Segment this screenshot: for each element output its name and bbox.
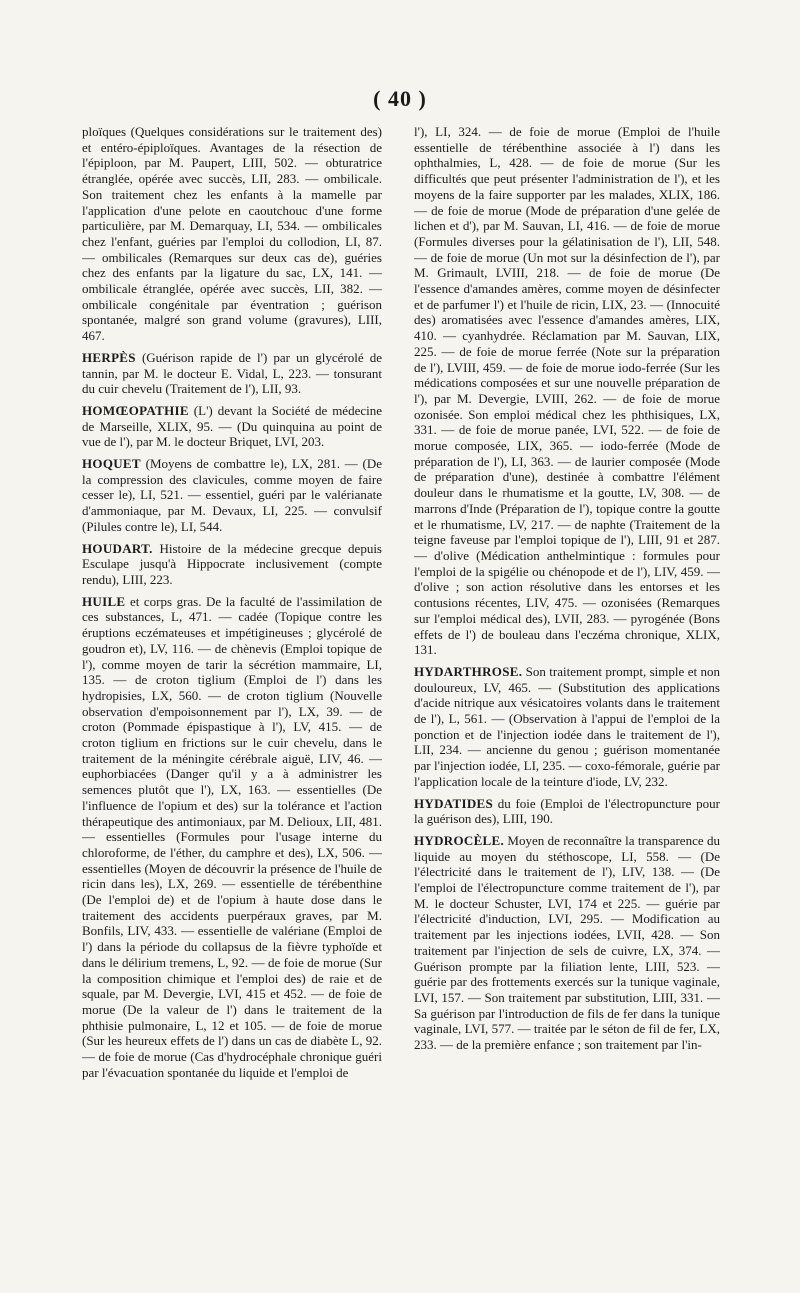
entry-headword: HYDATIDES bbox=[414, 795, 494, 811]
entry-text: Histoire de la médecine grecque depuis Esculape jusqu'à Hippocrate inclusivement (compte rendu), LIII, 223. bbox=[82, 540, 382, 587]
entry-text: du foie (Emploi de l'électropuncture pour la guérison des), LIII, 190. bbox=[414, 795, 720, 827]
index-entry bbox=[414, 833, 720, 1053]
index-entry bbox=[82, 456, 382, 535]
entry-text: Son traitement prompt, simple et non douloureux, LV, 465. — (Substitution des applications d'acide nitrique aux vésicatoires volants dans le traitement de l'), L, 561. — (Observation à l'appui de l'emploi de la ponction et de l'injection iodée dans le traitement de l'), LII, 234. — ancienne du genou ; guérison momentanée par l'injection iodée, LI, 235. — coxo-fémorale, guérie par l'application locale de la teinture d'iode, LV, 232. bbox=[414, 663, 720, 789]
entry-text: l'), LI, 324. — de foie de morue (Emploi de l'huile essentielle de térébenthine associée à l') dans les ophthalmies, L, 428. — de foie de morue (Sur les difficultés que peut présenter l'administration de l'), et les moyens de la faire supporter par les malades, XLIX, 186. — de foie de morue (Mode de préparation d'une gelée de lichen et d'), par M. Sauvan, LI, 416. — de foie de morue (Formules diverses pour la gélatinisation de l'), LII, 548. — de foie de morue (Un mot sur la désinfection de l'), par M. Grimault, LVIII, 218. — de foie de morue (De l'essence d'amandes amères, comme moyen de désinfecter et de parfumer l') et l'huile de ricin, LIX, 23. — (Innocuité des) aromatisées avec l'essence d'amandes amères, LIX, 410. — cyanhydrée. Réclamation par M. Sauvan, LIX, 225. — de foie de morue ferrée (Note sur la préparation de l'), LVIII, 459. — de foie de morue iodo-ferrée (Sur les médications composées et sur une nouvelle préparation de l'), par M. Devergie, LVIII, 262. — de foie de morue ozonisée. Son emploi médical chez les phthisiques, LX, 331. — de foie de morue panée, LVI, 522. — de foie de morue composée, LIX, 365. — iodo-ferrée (Mode de préparation de l'), LI, 363. — de laurier composée (Mode de préparation d'une), destinée à combattre l'élément douleur dans le rhumatisme et la goutte, LV, 308. — de marrons d'Inde (Préparation de l'), topique contre la goutte et le rhumatisme, LV, 217. — de naphte (Traitement de la teigne faveuse par l'emploi topique de l'), LIII, 91 et 287. — d'olive (Médication anthelmintique : formules pour l'emploi de la spigélie ou chénopode et de l'), LIV, 459. — d'olive ; son action résolutive dans les entorses et les contusions récentes, LIV, 475. — ozonisées (Remarques sur l'emploi médical des), LVII, 283. — pyrogénée (Bons effets de l') de bouleau dans l'eczéma chronique, XLIX, 131. bbox=[414, 124, 720, 658]
entry-text: Moyen de reconnaître la transparence du liquide au moyen du stéthoscope, LI, 558. — (De l'électricité dans le traitement de l'), LIV, 138. — (De l'emploi de l'électropuncture comme traitement de l'), par M. le docteur Schuster, LVI, 174 et 225. — guérie par l'électricité d'induction, LVI, 295. — Modification au traitement par les injections iodées, LVII, 428. — Son traitement par l'injection de sels de cuivre, LX, 374. — Guérison prompte par la filiation lente, LIII, 523. — guérie par des frottements exercés sur la tunique vaginale, LVI, 157. — Son traitement par substitution, LIII, 331. — Sa guérison par l'introduction de fils de fer dans la tunique vaginale, LVI, 577. — traitée par le séton de fil de fer, LX, 233. — de la première enfance ; son traitement par l'in- bbox=[414, 832, 720, 1053]
index-entry bbox=[82, 403, 382, 450]
index-entry bbox=[414, 796, 720, 827]
entry-headword: HYDARTHROSE. bbox=[414, 663, 523, 679]
entry-text: (L') devant la Société de médecine de Marseille, XLIX, 95. — (Du quinquina au point de vue de l'), par M. le docteur Briquet, LVI, 203. bbox=[82, 402, 382, 450]
entry-headword: HYDROCÈLE. bbox=[414, 832, 505, 848]
entry-text: (Guérison rapide de l') par un glycérolé de tannin, par M. le docteur E. Vidal, L, 223. — tonsurant du cuir chevelu (Traitement de l'), LII, 93. bbox=[82, 349, 382, 397]
entry-headword: HOUDART. bbox=[82, 540, 153, 556]
entry-headword: HOQUET bbox=[82, 456, 141, 472]
index-entry bbox=[82, 350, 382, 397]
index-entry bbox=[82, 541, 382, 588]
entry-headword: HERPÈS bbox=[82, 349, 136, 365]
page-number: ( 40 ) bbox=[373, 86, 427, 111]
entry-headword: HOMŒOPATHIE bbox=[82, 402, 189, 418]
right-column bbox=[414, 124, 720, 1274]
entry-text: et corps gras. De la faculté de l'assimilation de ces substances, L, 471. — cadée (Topique contre les éruptions eczémateuses et impétigineuses ; glycérolé de goudron et), LV, 116. — de chènevis (Emploi topique de l'), comme moyen de tarir la sécrétion mammaire, LI, 135. — de croton tiglium (Emploi de l') dans les hydropisies, LX, 560. — de croton tiglium (Nouvelle observation d'empoisonnement par l'), LX, 39. — de croton (Pommade épispastique à l'), LV, 415. — de croton tiglium en frictions sur le cuir chevelu, dans le traitement de la méningite cérébrale aiguë, LIV, 46. — euphorbiacées (Danger qu'il y a à administrer les semences plutôt que l'), LX, 163. — essentielles (De l'influence de l'opium et des) sur la tolérance et l'action thérapeutique des antimoniaux, par M. Delioux, LII, 481. — essentielles (Formules pour l'usage interne du chloroforme, de l'éther, du camphre et des), LX, 506. — essentielles (Moyen de découvrir la présence de l'huile de ricin dans les), LX, 269. — essentielle de térébenthine (De l'emploi de) et de l'opium à haute dose dans le traitement des accidents puerpéraux graves, par M. Bonfils, LIV, 433. — essentielle de valériane (Emploi de l') dans la période du collapsus de la fièvre typhoïde et dans le délirium tremens, L, 92. — de foie de morue (Sur la composition chimique et l'emploi des) de raie et de squale, par M. Devergie, LVI, 415 et 452. — de foie de morue (De la valeur de l') dans le traitement de la phthisie pulmonaire, L, 12 et 105. — de foie de morue (Sur les heureux effets de l') dans un cas de diabète L, 92. — de foie de morue (Cas d'hydrocéphale chronique guéri par l'évacuation spontanée du liquide et l'emploi de bbox=[82, 593, 382, 1080]
index-entry bbox=[82, 124, 382, 344]
left-column bbox=[82, 124, 382, 1274]
entry-text: ploïques (Quelques considérations sur le traitement des) et entéro-épiploïques. Avantages de la résection de l'épiploon, par M. Paupert, LIII, 502. — obturatrice étranglée, opérée avec succès, LII, 283. — ombilicale. Son traitement chez les enfants à la mamelle par l'application d'une pelote en caoutchouc d'une forme particulière, par M. Demarquay, LI, 534. — ombilicales chez l'enfant, guéries par l'emploi du collodion, LI, 87. — ombilicales (Remarques sur deux cas de), guéries chez des enfants par la ligature du sac, LX, 141. — ombilicale étranglée, opérée avec succès, LII, 382. — ombilicale congénitale par éventration ; guérison spontanée, malgré son grand volume (gravures), LIII, 467. bbox=[82, 124, 382, 344]
index-entry bbox=[414, 124, 720, 658]
entry-text: (Moyens de combattre le), LX, 281. — (De la compression des clavicules, comme moyen de faire cesser le), LI, 521. — essentiel, guéri par le valérianate d'ammoniaque, par M. Devaux, LI, 225. — convulsif (Pilules contre le), LI, 544. bbox=[82, 456, 382, 534]
index-entry bbox=[82, 594, 382, 1081]
entry-headword: HUILE bbox=[82, 593, 126, 609]
index-entry bbox=[414, 664, 720, 790]
